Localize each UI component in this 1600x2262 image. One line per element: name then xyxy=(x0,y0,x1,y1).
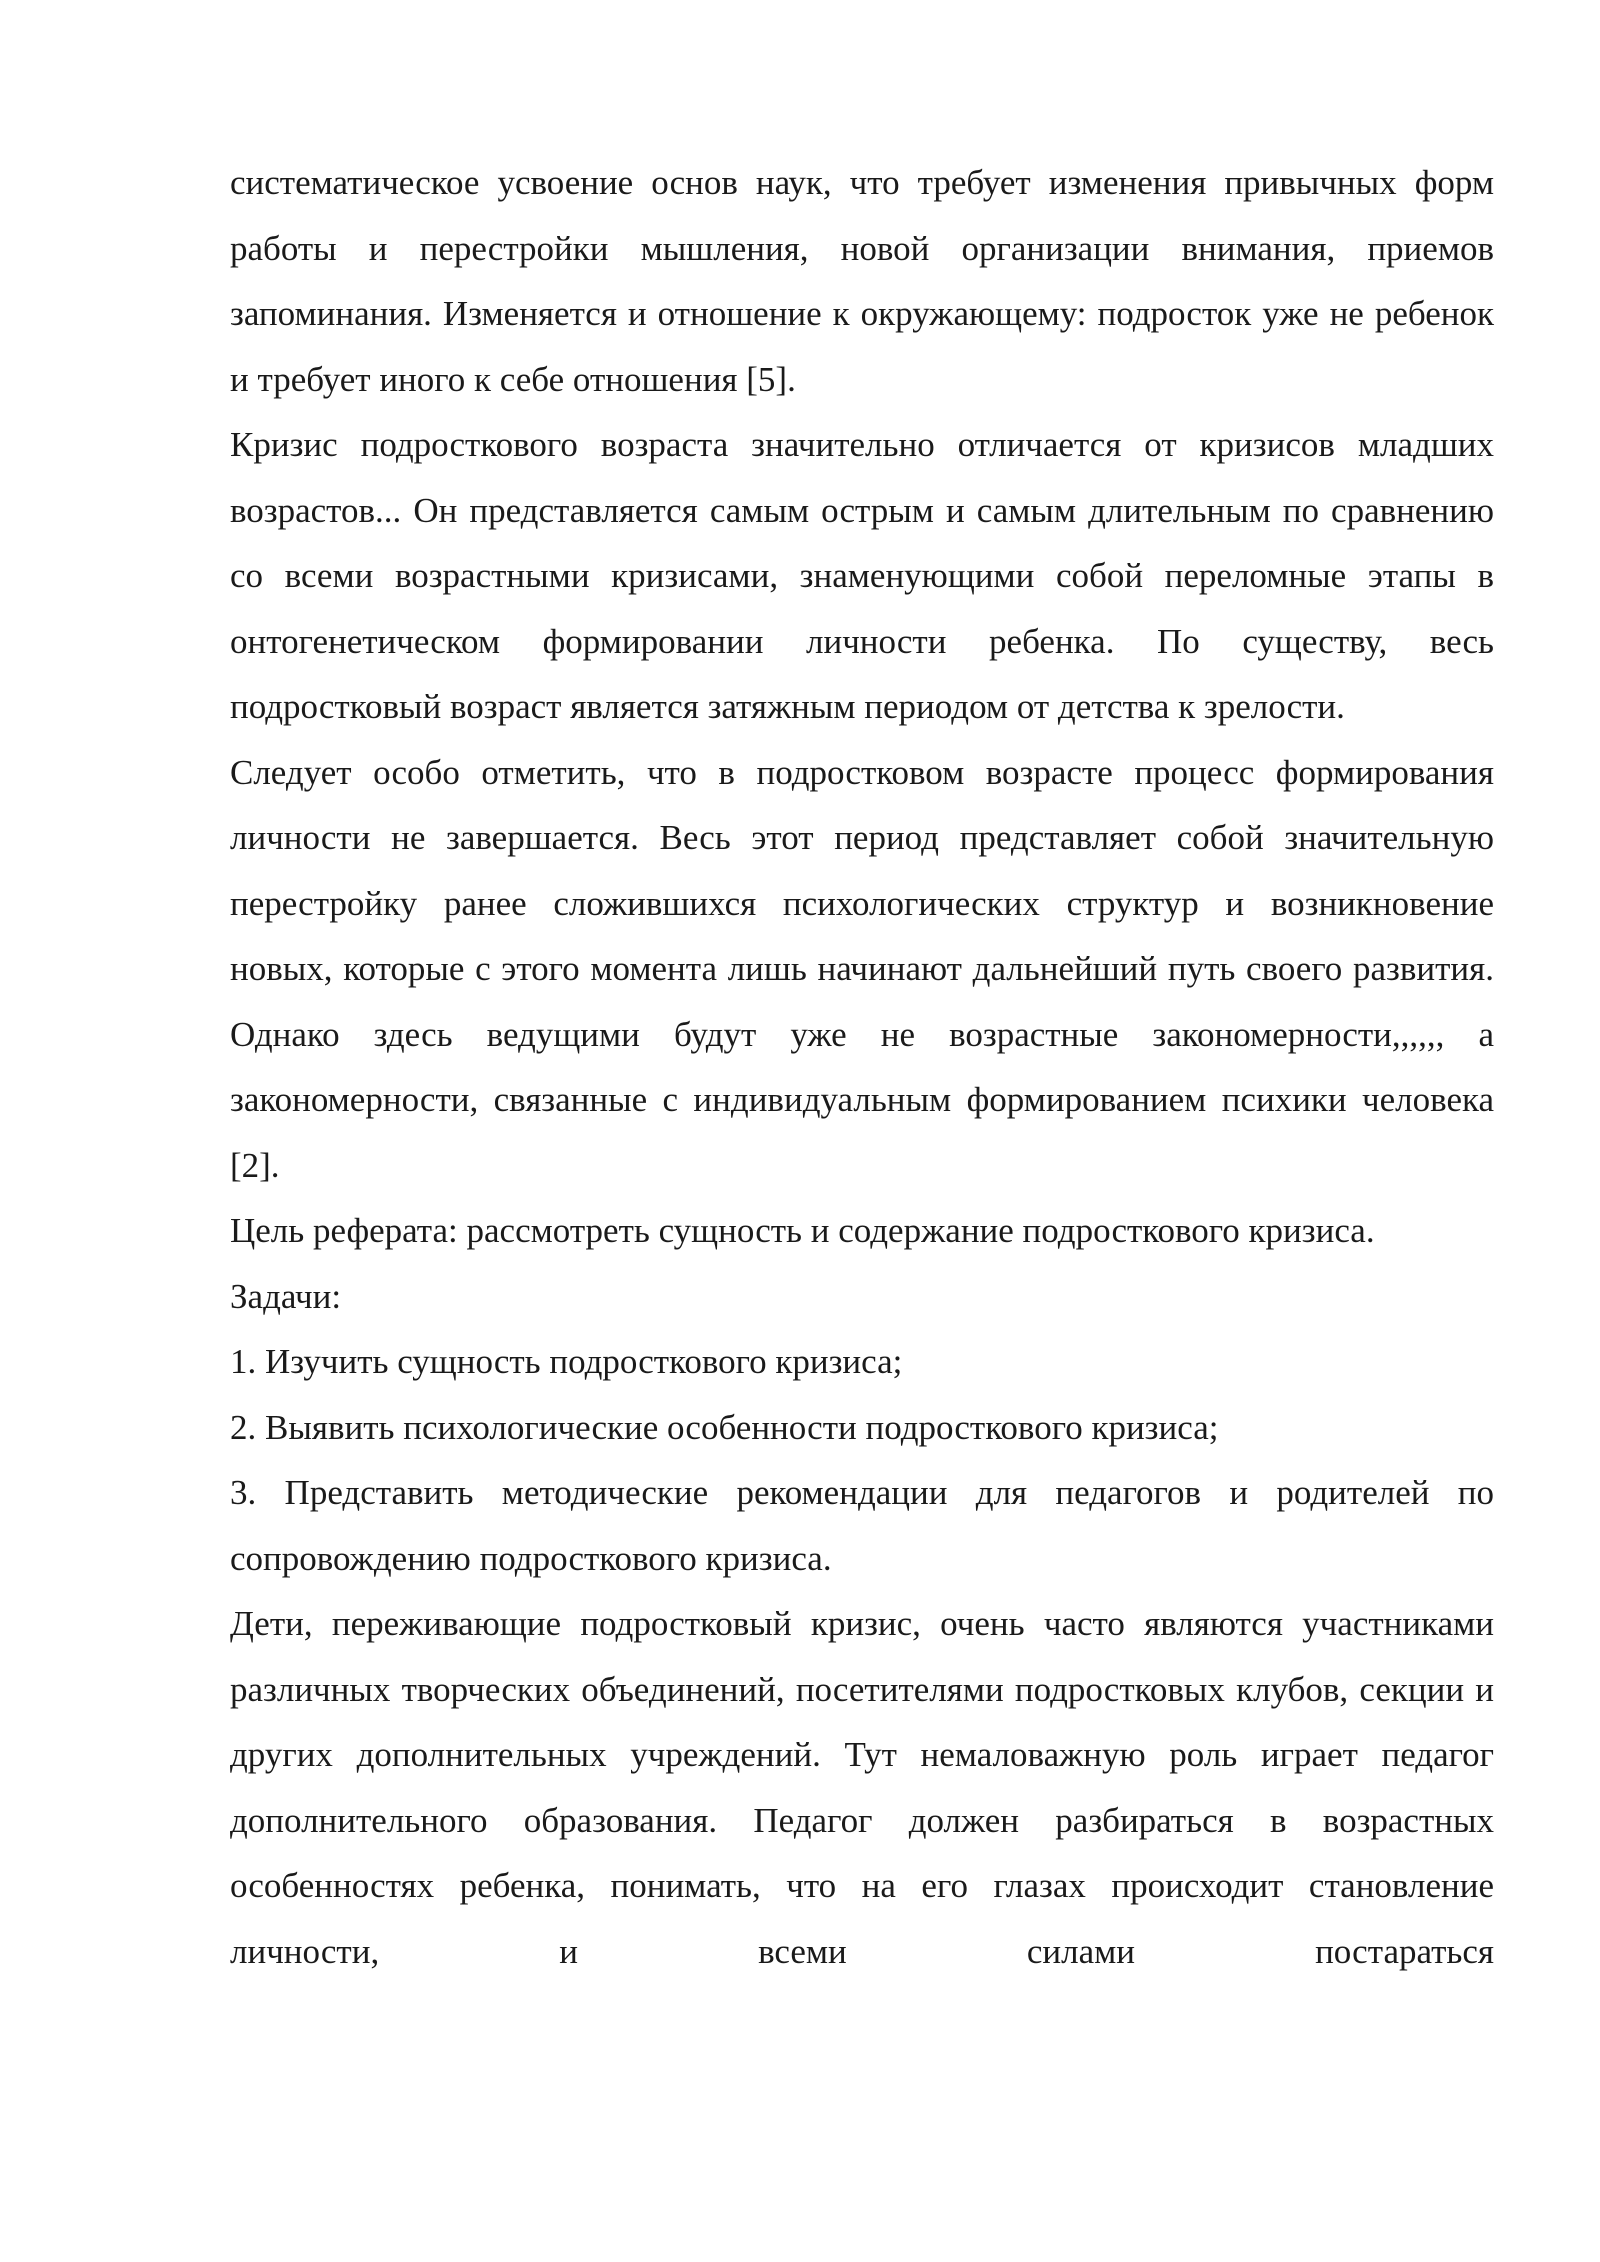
paragraph-personality-formation: Следует особо отметить, что в подростковом возрасте процесс формирования личности не завершается. Весь этот период представляет собой значительную перестройку ранее сложившихся психологических структур и возникновение новых, которые с этого момента лишь начинают дальнейший путь своего развития. Однако здесь ведущими будут уже не возрастные закономерности,,,,,, а закономерности, связанные с индивидуальным формированием психики человека [2]. xyxy=(230,752,1494,1185)
paragraph-tasks-heading: Задачи: xyxy=(230,1276,342,1316)
paragraph-crisis-description: Кризис подросткового возраста значительно отличается от кризисов младших возрастов... Он представляется самым острым и самым длительным по сравнению со всеми возрастными кризисами, знаменующими собой переломные этапы в онтогенетическом формировании личности ребенка. По существу, весь подростковый возраст является затяжным периодом от детства к зрелости. xyxy=(230,425,1494,726)
paragraph-goal: Цель реферата: рассмотреть сущность и содержание подросткового кризиса. xyxy=(230,1211,1375,1250)
task-item-3: 3. Представить методические рекомендации для педагогов и родителей по сопровождению подросткового кризиса. xyxy=(230,1473,1494,1578)
paragraph-intro: систематическое усвоение основ наук, что требует изменения привычных форм работы и перестройки мышления, новой организации внимания, приемов запоминания. Изменяется и отношение к окружающему: подросток уже не ребенок и требует иного к себе отношения [5]. xyxy=(230,163,1494,399)
task-item-2: 2. Выявить психологические особенности подросткового кризиса; xyxy=(230,1407,1219,1447)
task-item-1: 1. Изучить сущность подросткового кризиса; xyxy=(230,1342,903,1381)
document-page xyxy=(230,150,1494,1984)
paragraph-closing: Дети, переживающие подростковый кризис, очень часто являются участниками различных творческих объединений, посетителями подростковых клубов, секции и других дополнительных учреждений. Тут немаловажную роль играет педагог дополнительного образования. Педагог должен разбираться в возрастных особенностях ребенка, понимать, что на его глазах происходит становление личности, и всеми силами постараться xyxy=(230,1604,1494,1971)
